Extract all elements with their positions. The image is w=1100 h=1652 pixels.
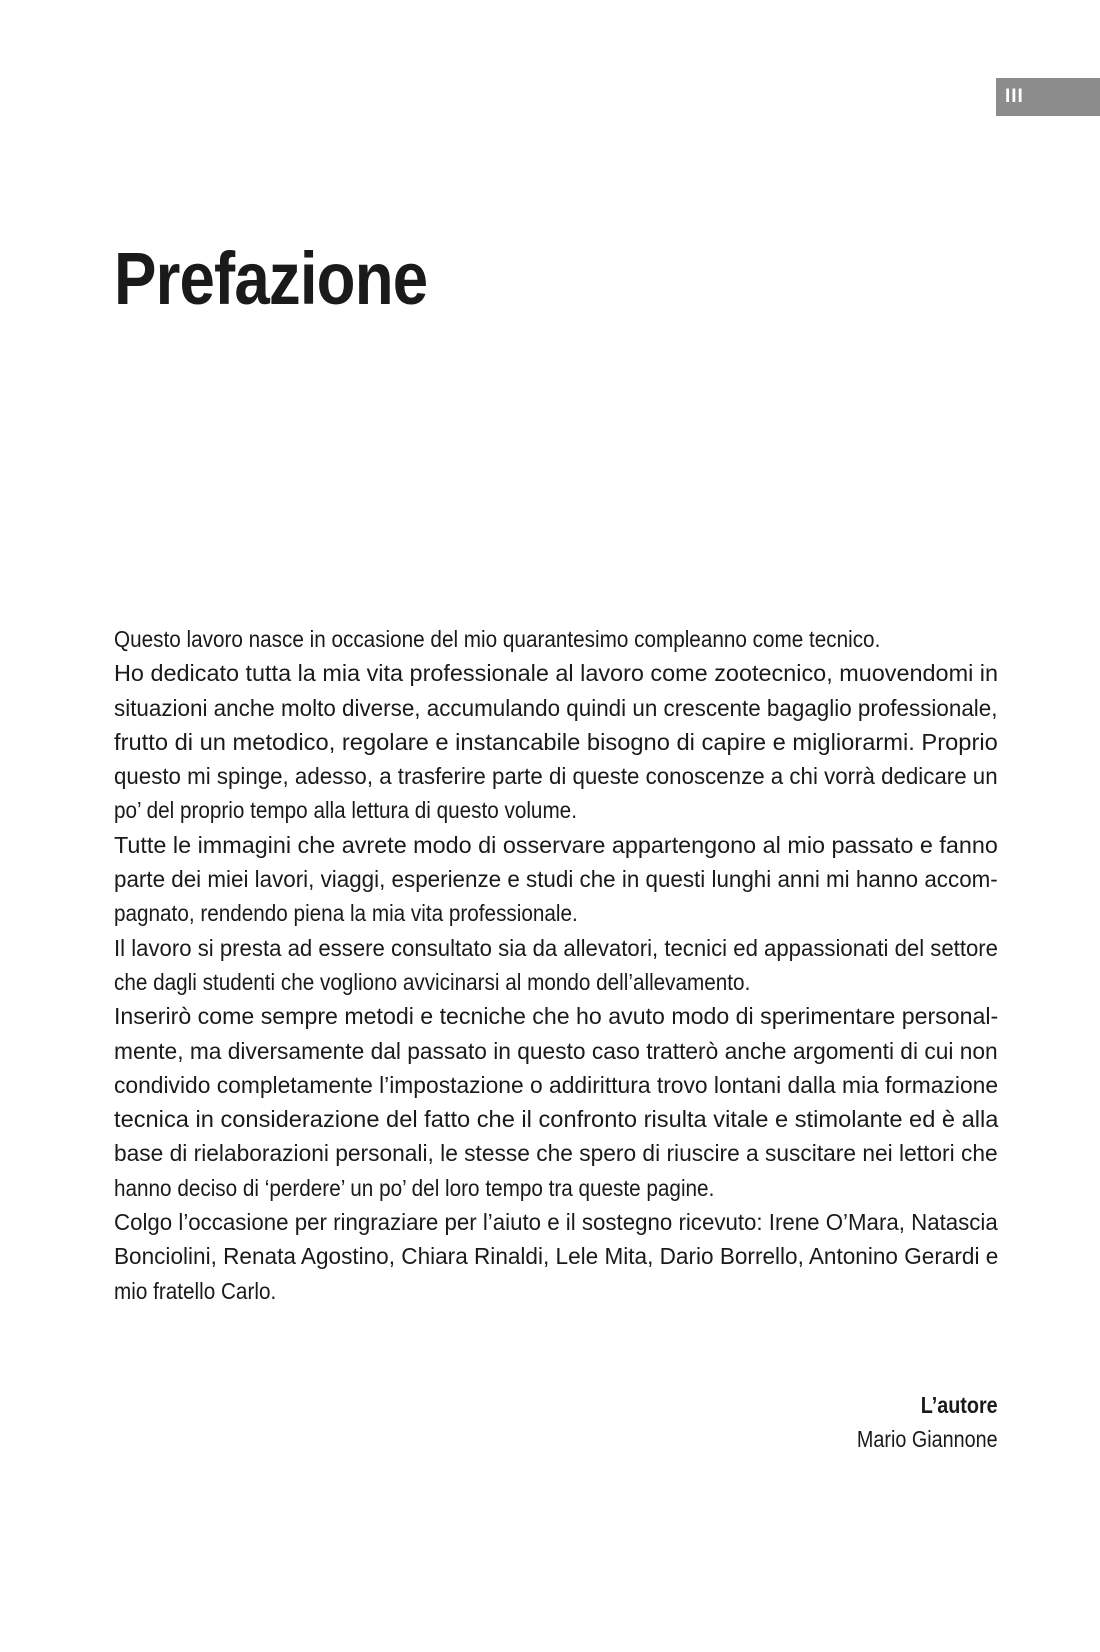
page-number-tab [996, 78, 1100, 116]
body-line: Colgo l’occasione per ringraziare per l’aiuto e il sostegno ricevuto: Irene O’Mara, Natascia [114, 1209, 998, 1236]
body-line: situazioni anche molto diverse, accumulando quindi un crescente bagaglio professionale, [114, 694, 998, 721]
body-line: frutto di un metodico, regolare e instancabile bisogno di capire e migliorarmi. Proprio [114, 728, 998, 755]
body-line: po’ del proprio tempo alla lettura di questo volume. [114, 797, 577, 824]
body-line: Tutte le immagini che avrete modo di osservare appartengono al mio passato e fanno [114, 831, 998, 858]
body-line: mente, ma diversamente dal passato in questo caso tratterò anche argomenti di cui non [114, 1037, 998, 1064]
body-line: Il lavoro si presta ad essere consultato sia da allevatori, tecnici ed appassionati del settore [114, 934, 999, 961]
body-line: che dagli studenti che vogliono avvicinarsi al mondo dell’allevamento. [114, 968, 751, 995]
page-number: III [1005, 86, 1024, 107]
signature-block [834, 1388, 998, 1456]
signature-name: Mario Giannone [857, 1426, 998, 1452]
body-line: hanno deciso di ‘perdere’ un po’ del loro tempo tra queste pagine. [114, 1174, 715, 1201]
body-line: Ho dedicato tutta la mia vita professionale al lavoro come zootecnico, muovendomi in [114, 660, 999, 687]
body-line: pagnato, rendendo piena la mia vita professionale. [114, 900, 578, 927]
body-line: Questo lavoro nasce in occasione del mio quarantesimo compleanno come tecnico. [114, 626, 881, 652]
body-line: condivido completamente l’impostazione o addirittura trovo lontani dalla mia formazione [114, 1071, 999, 1098]
body-line: mio fratello Carlo. [114, 1277, 277, 1304]
page-title: Prefazione [114, 237, 428, 320]
body-line: Inserirò come sempre metodi e tecniche che ho avuto modo di sperimentare personal- [114, 1003, 999, 1030]
signature-role: L’autore [921, 1392, 998, 1418]
body-line: parte dei miei lavori, viaggi, esperienze e studi che in questi lunghi anni mi hanno accom- [114, 866, 998, 893]
preface-body [114, 622, 998, 1308]
body-line: Bonciolini, Renata Agostino, Chiara Rinaldi, Lele Mita, Dario Borrello, Antonino Gerardi e [114, 1243, 999, 1270]
body-line: tecnica in considerazione del fatto che il confronto risulta vitale e stimolante ed è alla [114, 1106, 999, 1133]
body-line: base di rielaborazioni personali, le stesse che spero di riuscire a suscitare nei lettori che [114, 1140, 998, 1167]
body-line: questo mi spinge, adesso, a trasferire parte di queste conoscenze a chi vorrà dedicare un [114, 763, 998, 790]
